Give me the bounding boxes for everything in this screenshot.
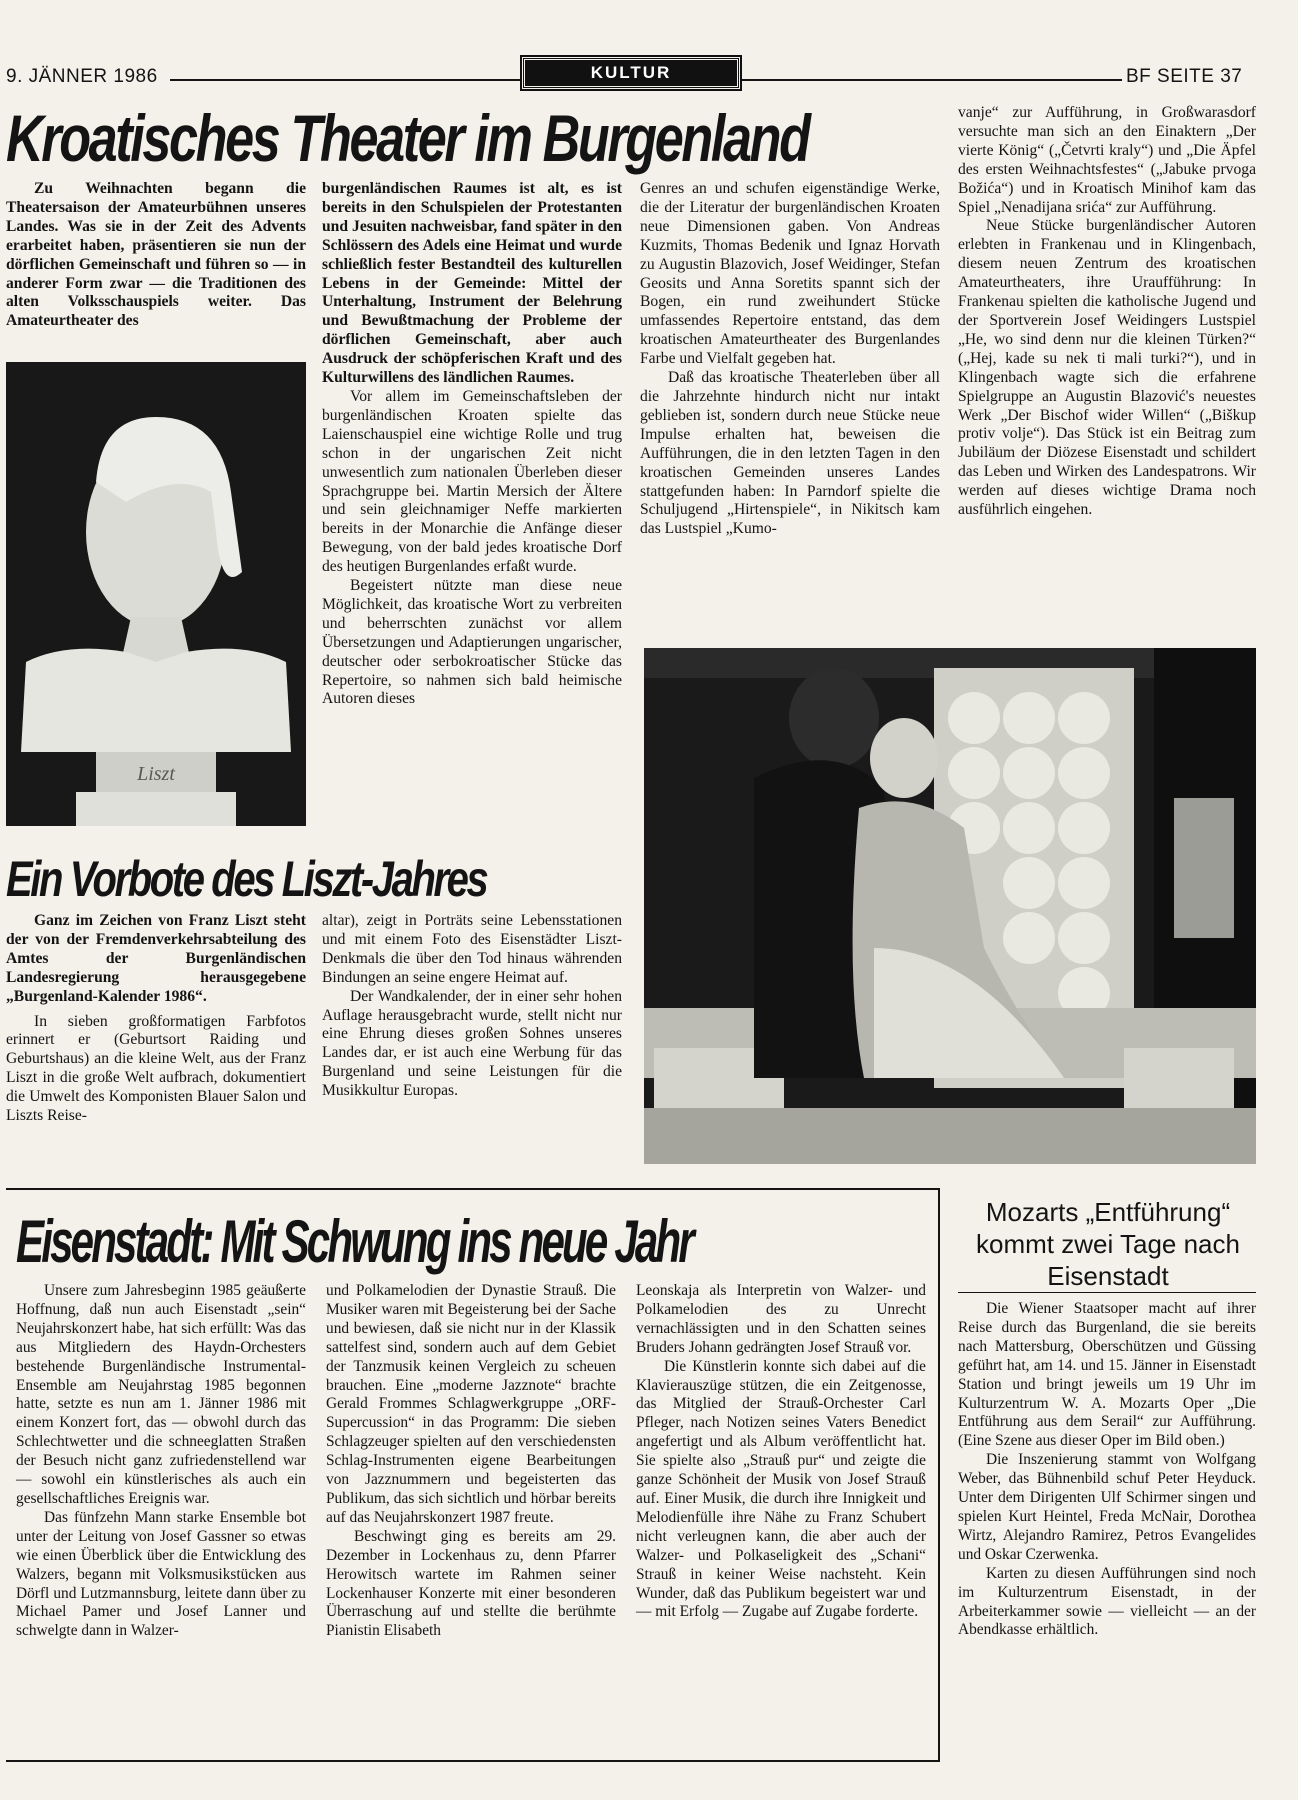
article1-headline: Kroatisches Theater im Burgenland	[6, 101, 809, 175]
paragraph: Neue Stücke burgenländischer Autoren erlebten in Frankenau und in Klingenbach, diesem neuen Zentrum des kroatischen Amateurtheaters, ihre Uraufführung: In Frankenau spielten die katholische Jugend und der Sportverein Josef Weidingers Lustspiel „He, wo sind denn nur die kleinen Türken?“ („Hej, kade su nek ti mali turki?“), und in Klingenbach wagte sich die erfahrene Spielgruppe an Augustin Blazović's neuestes Werk „Der Bischof wider Willen“ („Biškup protiv volje“). Das Stück ist ein Beitrag zum Jubiläum der Diözese Eisenstadt und schildert das Leben und Wirken des Landespatrons. Wir werden auf dieses wichtige Drama noch ausführlich eingehen.	[958, 217, 1256, 519]
paragraph: Leonskaja als Interpretin von Walzer- und Polkamelodien des zu Unrecht vernachlässigten und in den Schatten seines Bruders Johann gedrängten Josef Strauß vor.	[636, 1282, 926, 1356]
article3-column-1	[16, 1282, 306, 1641]
paragraph: Der Wandkalender, der in einer sehr hohen Auflage herausgebracht wurde, stellt nicht nur eine Ehrung dieses großen Sohnes unseres Landes dar, er ist auch eine Werbung für das Burgenland und seine Leistungen für die Musikkultur Europas.	[322, 987, 622, 1100]
paragraph: Daß das kroatische Theaterleben über all die Jahrzehnte hindurch nicht nur intakt geblieben ist, sondern durch neue Stücke neue Impulse erhalten hat, beweisen die Aufführungen, die in den letzten Tagen in den kroatischen Gemeinden unseres Landes stattgefunden haben: In Parndorf spielte die Schuljugend „Hirtenspiele“, in Nikitsch kam das Lustspiel „Kumo-	[640, 369, 940, 538]
article3-box-right	[938, 1188, 940, 1760]
paragraph: Unsere zum Jahresbeginn 1985 geäußerte Hoffnung, daß nun auch Eisenstadt „sein“ Neujahrskonzert habe, hat sich erfüllt: Was das aus Mitgliedern des Haydn-Orchesters bestehende Burgenländische Instrumental-Ensemble am Neujahrstag 1985 begonnen hatte, setzte es nun am 1. Jänner 1986 mit einem Konzert fort, das — obwohl durch das Schlechtwetter und die schneeglatten Straßen der Besuch nicht ganz zufriedenstellend war — sowohl ein künstlerisches als auch ein gesellschaftliches Ereignis war.	[16, 1282, 306, 1507]
paragraph: Vor allem im Gemeinschaftsleben der burgenländischen Kroaten spielte das Laienschauspiel eine wichtige Rolle und trug schon in der ungarischen Zeit nicht unwesentlich zum nationalen Überleben dieser Sprachgruppe bei. Martin Mersich der Ältere und sein gleichnamiger Neffe markierten bereits in der Monarchie die Anfänge dieser Bewegung, von der bald jedes kroatische Dorf des heutigen Burgenlandes erfaßt wurde.	[322, 387, 622, 576]
article3-column-3	[636, 1282, 926, 1622]
paragraph: Das fünfzehn Mann starke Ensemble bot unter der Leitung von Josef Gassner so etwas wie einen Überblick über die Entwicklung des Walzers, begann mit Volksmusikstücken aus Dörfl und Lutzmannsburg, leitete dann über zu Michael Pamer und Josef Lanner und schwelgte dann in Walzer-	[16, 1508, 306, 1640]
article3-box-bottom	[6, 1760, 940, 1762]
paragraph: und Polkamelodien der Dynastie Strauß. Die Musiker waren mit Begeisterung bei der Sache und bewiesen, daß sie nicht nur in der Klassik sattelfest sind, sondern auch auf dem Gebiet der Tanzmusik keinen Vergleich zu scheuen brauchen. Eine „moderne Jazznote“ brachte Gerald Frommes Schlagwerkgruppe „ORF-Supercussion“ in das Programm: Die sieben Schlagzeuger spielten auf den verschiedensten Schlag-Instrumenten eigene Bearbeitungen von Jazznummern und begeisterten das Publikum, das sich sichtlich und hörbar bereits auf das Neujahrskonzert 1987 freute.	[326, 1282, 616, 1526]
paragraph: Die Inszenierung stammt von Wolfgang Weber, das Bühnenbild schuf Peter Heyduck. Unter dem Dirigenten Ulf Schirmer singen und spielen Kurt Heintel, Freda McNair, Dorothea Wirtz, Alejandro Ramirez, Petros Evangelides und Oskar Czerwenka.	[958, 1451, 1256, 1563]
article2-column-1	[6, 912, 306, 1126]
issue-date: 9. JÄNNER 1986	[6, 66, 158, 87]
bust-illustration	[6, 362, 306, 826]
page-number: BF SEITE 37	[1126, 66, 1243, 87]
paragraph: vanje“ zur Aufführung, in Großwarasdorf versuchte man sich an den Einaktern „Der vierte König“ („Četvrti kraly“) und „Die Äpfel des ersten Weihnachtsfestes“ („Jabuke prvoga Božića“) und in Kroatisch Minihof kam das Spiel „Nenadijana srića“ zur Aufführung.	[958, 104, 1256, 216]
svg-text:Liszt: Liszt	[137, 763, 175, 785]
article3-box-top	[6, 1188, 938, 1190]
opera-scene-photo	[644, 648, 1256, 1164]
article2-headline: Ein Vorbote des Liszt-Jahres	[6, 851, 487, 907]
article1-column-4	[958, 104, 1256, 520]
article1-lead-continued: burgenländischen Raumes ist alt, es ist bereits in den Schulspielen der Protestanten und Jesuiten nachweisbar, fand später in den Schlössern des Adels eine Heimat und wurde schließlich fester Bestandteil des kulturellen Lebens in der Gemeinde: Mittel der Unterhaltung, Instrument der Belehrung und Bewußtmachung der Probleme der dörflichen Gemeinschaft, aber auch Ausdruck der schöpferischen Kraft und des Kulturwillens des ländlichen Raumes.	[322, 180, 622, 387]
paragraph: In sieben großformatigen Farbfotos erinnert er (Geburtsort Raiding und Geburtshaus) an die kleine Welt, aus der Franz Liszt in die große Welt aufbrach, dokumentiert die Umwelt des Komponisten Blauer Salon und Liszts Reise-	[6, 1012, 306, 1125]
article1-column-1	[6, 180, 306, 331]
article2-lead: Ganz im Zeichen von Franz Liszt steht der von der Fremdenverkehrsabteilung des Amtes der Burgenländischen Landesregierung herausgegebene „Burgenland-Kalender 1986“.	[6, 912, 306, 1005]
opera-scene-illustration	[644, 648, 1256, 1164]
paragraph: Genres an und schufen eigenständige Werke, die der Literatur der burgenländischen Kroaten neue Dimensionen gaben. Von Andreas Kuzmits, Thomas Bedenik und Ignaz Horvath zu Augustin Blazovich, Josef Weidinger, Stefan Geosits und Anna Soretits spannt sich der Bogen, ein rund zweihundert Stücke umfassendes Repertoire entstand, das dem kroatischen Amateurtheater des Burgenlandes Farbe und Vielfalt gegeben hat.	[640, 180, 940, 368]
paragraph: Begeistert nützte man diese neue Möglichkeit, das kroatische Wort zu verbreiten und beherrschten zunächst vor allem Übersetzungen und Adaptierungen ungarischer, deutscher oder serbokroatischer Stücke das Repertoire, so nahmen sich bald heimische Autoren dieses	[322, 577, 622, 708]
section-label: KULTUR	[522, 57, 740, 89]
masthead-rule-right	[742, 79, 1122, 81]
article1-column-3	[640, 180, 940, 539]
article4-headline: Mozarts „Entführung“ kommt zwei Tage nach Eisenstadt	[976, 1197, 1240, 1291]
article1-lead: Zu Weihnachten begann die Theatersaison der Amateurbühnen unseres Landes. Was sie in der Zeit des Advents erarbeitet haben, präsentieren sie nun der dörflichen Gemeinschaft und führen so — in anderer Form zwar — die Traditionen des alten Volksschauspiels weiter. Das Amateurtheater des	[6, 180, 306, 330]
paragraph: Die Wiener Staatsoper macht auf ihrer Reise durch das Burgenland, die sie bereits nach Mattersburg, Oberschützen und Güssing geführt hat, am 14. und 15. Jänner in Eisenstadt Station und bringt jeweils um 19 Uhr im Kulturzentrum W. A. Mozarts Oper „Die Entführung aus dem Serail“ zur Aufführung. (Eine Szene aus dieser Oper im Bild oben.)	[958, 1300, 1256, 1450]
article3-headline: Eisenstadt: Mit Schwung ins neue Jahr	[16, 1208, 692, 1275]
paragraph: Die Künstlerin konnte sich dabei auf die Klavierauszüge stützen, die ein Zeitgenosse, das Mitglied der Strauß-Orchester Carl Pfleger, nach Notizen seines Vaters Benedict angefertigt und als Album veröffentlicht hat. Sie spielte also „Strauß pur“ und zeigte die ganze Schönheit der Musik von Josef Strauß auf. Einer Musik, die durch ihre Innigkeit und Melodienfülle ihre Nähe zu Franz Schubert nicht verleugnen kann, die aber auch der Walzer- und Polkaseligkeit des „Schani“ Strauß in keiner Weise nachsteht. Kein Wunder, daß das Publikum begeistert war und — mit Erfolg — Zugabe auf Zugabe forderte.	[636, 1357, 926, 1621]
article1-column-2	[322, 180, 622, 709]
paragraph: Beschwingt ging es bereits am 29. Dezember in Lockenhaus zu, denn Pfarrer Herowitsch wartete im Rahmen seiner Lockenhauser Konzerte mit einer besonderen Überraschung auf und stellte die berühmte Pianistin Elisabeth	[326, 1527, 616, 1640]
liszt-bust-photo	[6, 362, 306, 826]
article4-headline-rule	[958, 1292, 1256, 1293]
article2-column-2	[322, 912, 622, 1101]
masthead-rule-left	[170, 79, 522, 81]
article3-column-2	[326, 1282, 616, 1641]
article4-body	[958, 1300, 1256, 1640]
paragraph: altar), zeigt in Porträts seine Lebensstationen und mit einem Foto des Eisenstädter Liszt-Denkmals die über den Tod hinaus währenden Bindungen an seine engere Heimat auf.	[322, 912, 622, 986]
paragraph: Karten zu diesen Aufführungen sind noch im Kulturzentrum Eisenstadt, in der Arbeiterkammer sowie — vielleicht — an der Abendkasse erhältlich.	[958, 1564, 1256, 1639]
